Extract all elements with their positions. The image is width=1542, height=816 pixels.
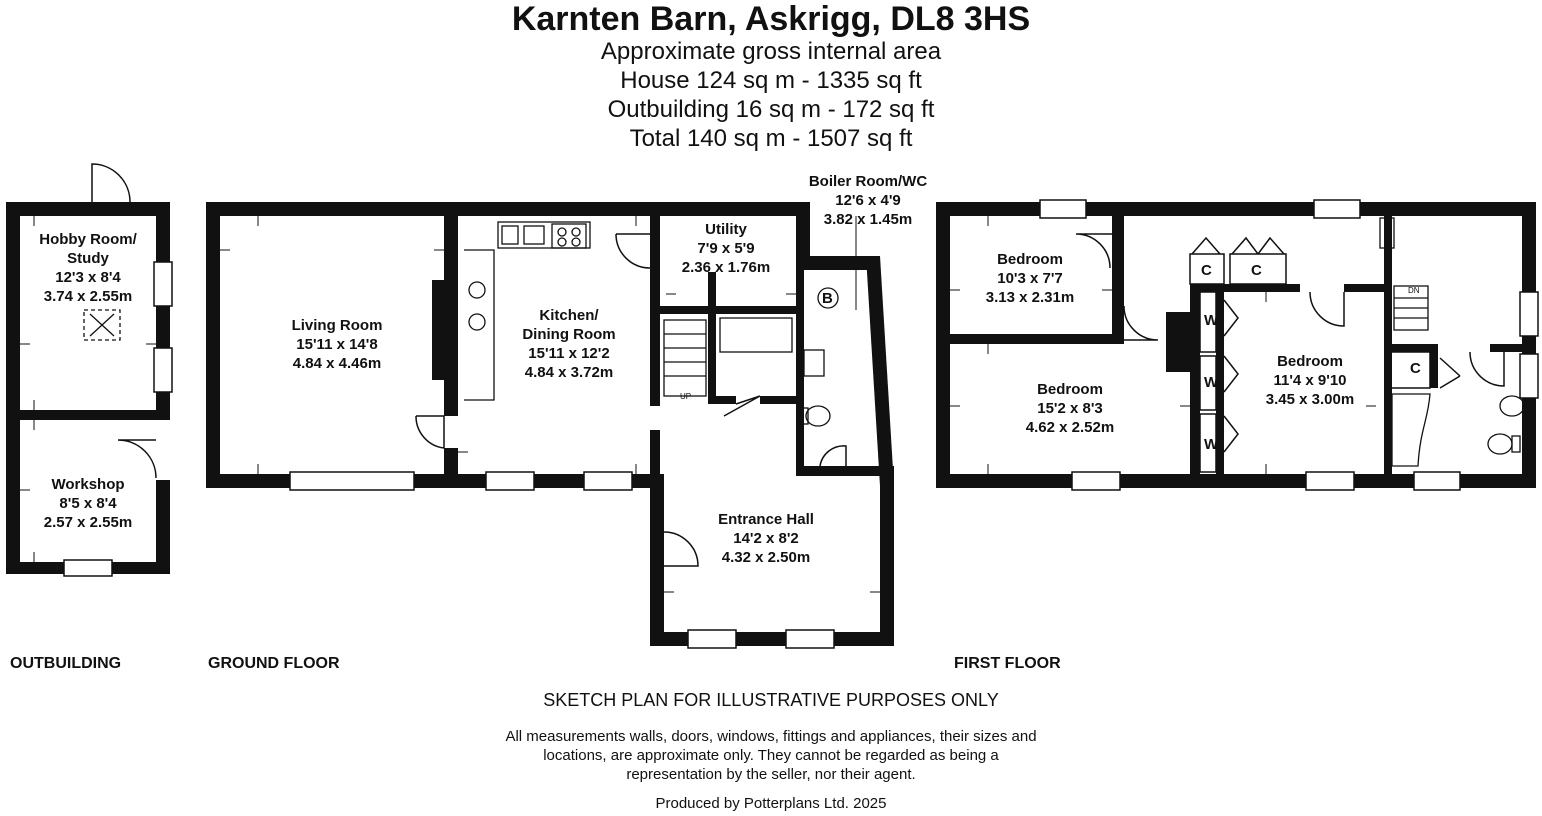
room-workshop-imperial: 8'5 x 8'4 [59, 495, 117, 512]
cupboard-label-2: C [1251, 262, 1262, 279]
disclaimer-line-1: All measurements walls, doors, windows, fittings and appliances, their sizes and [505, 728, 1037, 745]
room-utility-imperial: 7'9 x 5'9 [697, 240, 755, 257]
area-outbuilding: Outbuilding 16 sq m - 172 sq ft [607, 96, 935, 123]
room-bed1-imperial: 10'3 x 7'7 [997, 270, 1063, 287]
floor-label-first: FIRST FLOOR [954, 655, 1061, 672]
room-hall-metric: 4.32 x 2.50m [721, 549, 811, 566]
room-workshop [20, 475, 156, 532]
room-hobby-imperial: 12'3 x 8'4 [55, 269, 121, 286]
room-living-name: Living Room [291, 317, 383, 334]
room-workshop-name: Workshop [51, 476, 125, 493]
room-bed3-name: Bedroom [1277, 353, 1343, 370]
stairs-up-label: UP [680, 392, 692, 401]
room-hobby-metric: 3.74 x 2.55m [43, 288, 133, 305]
cupboard-label-1: C [1201, 262, 1212, 279]
producer-credit: Produced by Potterplans Ltd. 2025 [655, 795, 887, 812]
room-bedroom-1 [960, 250, 1100, 307]
room-bed2-metric: 4.62 x 2.52m [1025, 419, 1115, 436]
boiler-symbol: B [822, 290, 833, 307]
floor-label-ground: GROUND FLOOR [208, 655, 340, 672]
room-living-metric: 4.84 x 4.46m [292, 355, 382, 372]
area-house: House 124 sq m - 1335 sq ft [620, 67, 922, 94]
room-utility-name: Utility [705, 221, 747, 238]
disclaimer-line-3: representation by the seller, nor their agent. [626, 766, 916, 783]
disclaimer [0, 727, 1542, 784]
room-kitchen-metric: 4.84 x 3.72m [524, 364, 614, 381]
room-bed2-name: Bedroom [1037, 381, 1103, 398]
room-boiler [790, 172, 946, 229]
room-kitchen-imperial: 15'11 x 12'2 [528, 345, 610, 362]
room-bed3-imperial: 11'4 x 9'10 [1273, 372, 1347, 389]
wardrobe-label-1: W [1204, 312, 1219, 329]
room-kitchen-name1: Kitchen/ [539, 307, 599, 324]
stairs-down-label: DN [1408, 286, 1420, 295]
room-utility [664, 220, 788, 277]
room-hall [680, 510, 852, 567]
room-bed1-metric: 3.13 x 2.31m [985, 289, 1075, 306]
room-boiler-name: Boiler Room/WC [808, 173, 928, 190]
room-bedroom-3 [1240, 352, 1380, 409]
room-workshop-metric: 2.57 x 2.55m [43, 514, 133, 531]
room-bed3-metric: 3.45 x 3.00m [1265, 391, 1355, 408]
wardrobe-label-3: W [1204, 436, 1219, 453]
room-hobby-name2: Study [67, 250, 109, 267]
cupboard-label-3: C [1410, 360, 1421, 377]
room-boiler-metric: 3.82 x 1.45m [823, 211, 913, 228]
room-hobby [20, 230, 156, 306]
room-kitchen [494, 306, 644, 382]
plan-title: Karnten Barn, Askrigg, DL8 3HS [511, 0, 1031, 38]
room-living [240, 316, 434, 373]
area-heading: Approximate gross internal area [600, 38, 942, 65]
room-bedroom-2 [990, 380, 1150, 437]
disclaimer-line-2: locations, are approximate only. They cannot be regarded as being a [543, 747, 999, 764]
room-bed2-imperial: 15'2 x 8'3 [1037, 400, 1103, 417]
room-living-imperial: 15'11 x 14'8 [296, 336, 378, 353]
room-bed1-name: Bedroom [997, 251, 1063, 268]
room-hobby-name1: Hobby Room/ [39, 231, 137, 248]
room-boiler-imperial: 12'6 x 4'9 [835, 192, 901, 209]
room-hall-name: Entrance Hall [718, 511, 814, 528]
room-kitchen-name2: Dining Room [522, 326, 616, 343]
floor-label-outbuilding: OUTBUILDING [10, 655, 122, 672]
room-utility-metric: 2.36 x 1.76m [681, 259, 771, 276]
room-hall-imperial: 14'2 x 8'2 [733, 530, 799, 547]
area-total: Total 140 sq m - 1507 sq ft [629, 125, 913, 152]
sketch-notice: SKETCH PLAN FOR ILLUSTRATIVE PURPOSES ONLY [543, 690, 999, 710]
wardrobe-label-2: W [1204, 374, 1219, 391]
